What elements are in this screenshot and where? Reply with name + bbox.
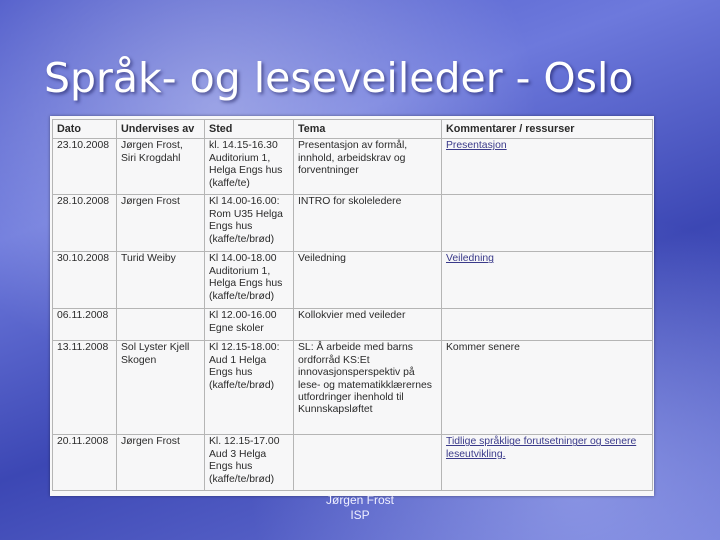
cell-topic: INTRO for skoleledere [294,195,442,252]
cell-teacher: Jørgen Frost [117,435,205,491]
schedule-scan [50,116,654,496]
cell-comment [442,252,653,309]
cell-topic: Presentasjon av formål, innhold, arbeidskrav og forventninger [294,139,442,195]
cell-place: Kl 12.15-18.00: Aud 1 Helga Engs hus (kaffe/te/brød) [205,341,294,435]
cell-date: 30.10.2008 [53,252,117,309]
table-row [53,435,653,491]
cell-teacher: Sol Lyster Kjell Skogen [117,341,205,435]
footer-author: Jørgen Frost [325,493,394,507]
cell-topic [294,435,442,491]
schedule-table [52,119,653,491]
cell-date: 06.11.2008 [53,309,117,341]
table-row [53,341,653,435]
cell-teacher [117,309,205,341]
footer-org: ISP [350,508,370,522]
header-teacher: Undervises av [117,120,205,139]
table-row [53,252,653,309]
cell-place: Kl 14.00-18.00 Auditorium 1, Helga Engs hus (kaffe/te/brød) [205,252,294,309]
cell-comment [442,435,653,491]
cell-comment [442,139,653,195]
cell-place: kl. 14.15-16.30 Auditorium 1, Helga Engs hus (kaffe/te) [205,139,294,195]
header-topic: Tema [294,120,442,139]
cell-place: Kl 12.00-16.00 Egne skoler [205,309,294,341]
cell-teacher: Jørgen Frost, Siri Krogdahl [117,139,205,195]
table-row [53,195,653,252]
cell-topic: Kollokvier med veileder [294,309,442,341]
cell-topic: Veiledning [294,252,442,309]
cell-place: Kl 14.00-16.00: Rom U35 Helga Engs hus (kaffe/te/brød) [205,195,294,252]
table-row [53,309,653,341]
cell-teacher: Turid Weiby [117,252,205,309]
header-place: Sted [205,120,294,139]
cell-comment: Kommer senere [442,341,653,435]
cell-teacher: Jørgen Frost [117,195,205,252]
cell-comment [442,309,653,341]
slide-footer [300,493,420,523]
header-date: Dato [53,120,117,139]
cell-place: Kl. 12.15-17.00 Aud 3 Helga Engs hus (kaffe/te/brød) [205,435,294,491]
table-row [53,139,653,195]
cell-date: 20.11.2008 [53,435,117,491]
veiledning-link[interactable]: Veiledning [446,253,494,265]
cell-comment [442,195,653,252]
cell-date: 23.10.2008 [53,139,117,195]
presentasjon-link[interactable]: Presentasjon [446,140,507,152]
tidlige-sprakelige-link[interactable]: Tidlige språklige forutsetninger og senere leseutvikling. [446,436,637,460]
cell-date: 28.10.2008 [53,195,117,252]
table-header-row [53,120,653,139]
cell-topic: SL: Å arbeide med barns ordforråd KS:Et innovasjonsperspektiv på lese- og matematikklærernes utfordringer ihenhold til Kunnskapsløftet [294,341,442,435]
cell-date: 13.11.2008 [53,341,117,435]
header-comment: Kommentarer / ressurser [442,120,653,139]
slide-title: Språk- og leseveileder - Oslo [44,54,634,102]
